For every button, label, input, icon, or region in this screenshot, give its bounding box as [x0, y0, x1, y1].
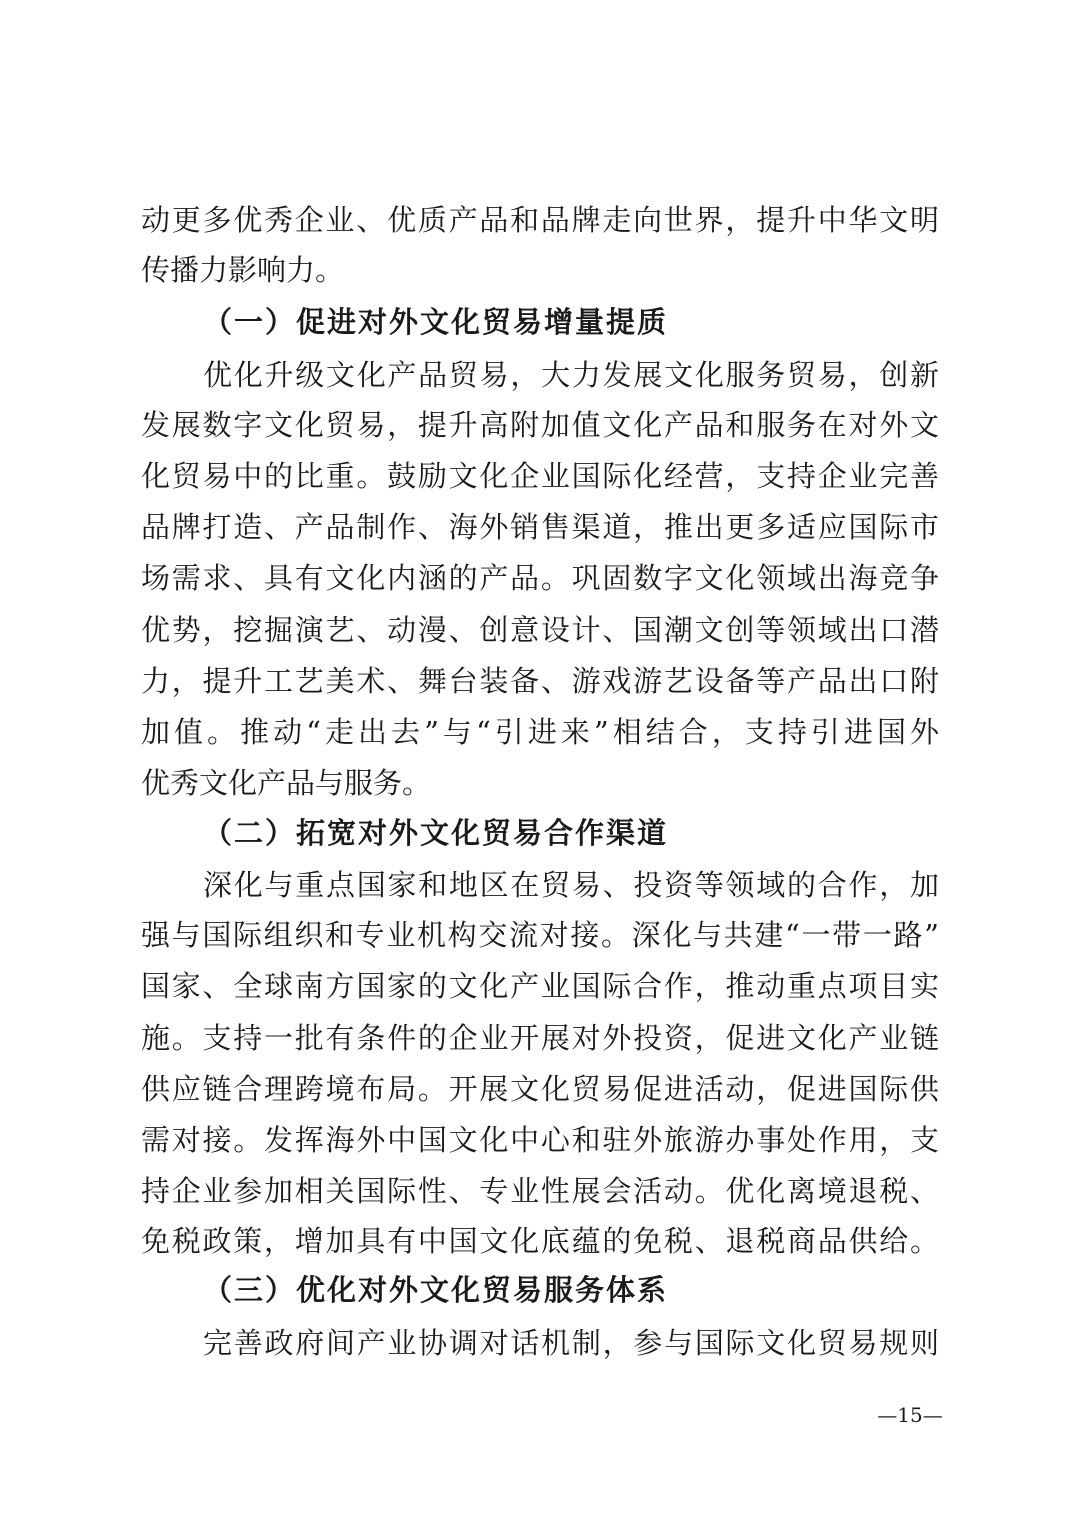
body-text-line: 供应链合理跨境布局。开展文化贸易促进活动，促进国际供 [141, 1072, 939, 1106]
section-heading-2: （二）拓宽对外文化贸易合作渠道 [203, 816, 669, 850]
body-text-line: 发展数字文化贸易，提升高附加值文化产品和服务在对外文 [141, 408, 939, 442]
body-text-line: 品牌打造、产品制作、海外销售渠道，推出更多适应国际市 [141, 510, 939, 544]
body-text-line: 持企业参加相关国际性、专业性展会活动。优化离境退税、 [141, 1174, 939, 1208]
body-text-line: 场需求、具有文化内涵的产品。巩固数字文化领域出海竞争 [141, 561, 939, 595]
body-text-line: 优化升级文化产品贸易，大力发展文化服务贸易，创新 [203, 358, 939, 392]
body-text-line: 力，提升工艺美术、舞台装备、游戏游艺设备等产品出口附 [141, 664, 939, 698]
body-text-line: 优秀文化产品与服务。 [141, 766, 432, 800]
body-text-line: 需对接。发挥海外中国文化中心和驻外旅游办事处作用，支 [141, 1123, 939, 1157]
body-text-line: 传播力影响力。 [141, 253, 345, 287]
body-text-line: 完善政府间产业协调对话机制，参与国际文化贸易规则 [203, 1326, 939, 1360]
body-text-line: 免税政策，增加具有中国文化底蕴的免税、退税商品供给。 [141, 1224, 939, 1258]
body-text-line: 化贸易中的比重。鼓励文化企业国际化经营，支持企业完善 [141, 459, 939, 493]
section-heading-1: （一）促进对外文化贸易增量提质 [203, 305, 669, 339]
section-heading-3: （三）优化对外文化贸易服务体系 [203, 1273, 669, 1307]
page-number: —15— [877, 1403, 943, 1427]
body-text-line: 动更多优秀企业、优质产品和品牌走向世界，提升中华文明 [141, 203, 939, 237]
body-text-line: 深化与重点国家和地区在贸易、投资等领域的合作，加 [203, 868, 939, 902]
body-text-line: 施。支持一批有条件的企业开展对外投资，促进文化产业链 [141, 1021, 939, 1055]
body-text-line: 国家、全球南方国家的文化产业国际合作，推动重点项目实 [141, 969, 939, 1003]
body-text-line: 加值。推动“走出去”与“引进来”相结合，支持引进国外 [141, 715, 939, 749]
body-text-line: 优势，挖掘演艺、动漫、创意设计、国潮文创等领域出口潜 [141, 613, 939, 647]
body-text-line: 强与国际组织和专业机构交流对接。深化与共建“一带一路” [141, 918, 939, 952]
